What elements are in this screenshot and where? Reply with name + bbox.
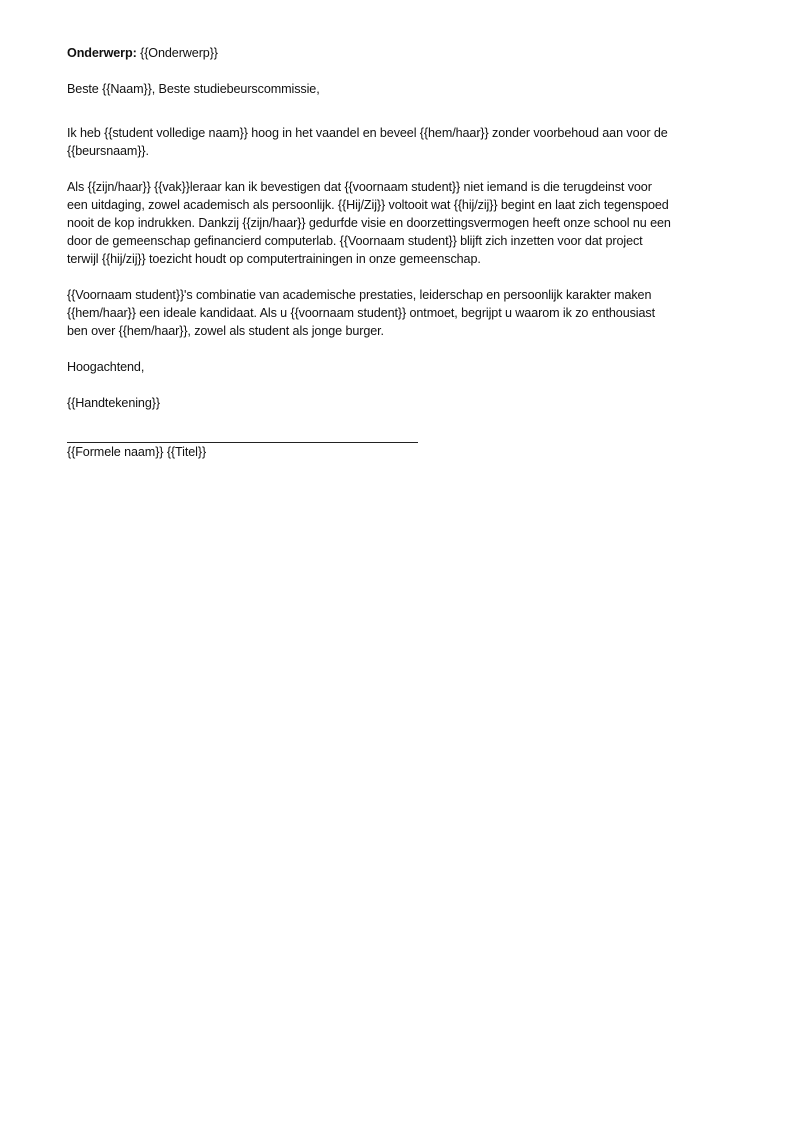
paragraph-line: ben over {{hem/haar}}, zowel als student als jonge burger. <box>67 324 384 338</box>
subject-line <box>67 44 732 62</box>
paragraph-3 <box>67 286 732 340</box>
paragraph-line: een uitdaging, zowel academisch als persoonlijk. {{Hij/Zij}} voltooit wat {{hij/zij}} begint en laat zich tegenspoed <box>67 198 669 212</box>
paragraph-line: {{Voornaam student}}'s combinatie van academische prestaties, leiderschap en persoonlijk karakter maken <box>67 288 652 302</box>
paragraph-1 <box>67 124 732 160</box>
paragraph-line: door de gemeenschap gefinancierd computerlab. {{Voornaam student}} blijft zich inzetten voor dat project <box>67 234 643 248</box>
name-title: {{Formele naam}} {{Titel}} <box>67 445 207 459</box>
subject-value: {{Onderwerp}} <box>136 46 218 60</box>
closing: Hoogachtend, <box>67 360 145 374</box>
paragraph-line: terwijl {{hij/zij}} toezicht houdt op computertrainingen in onze gemeenschap. <box>67 252 481 266</box>
salutation: Beste {{Naam}}, Beste studiebeurscommissie, <box>67 82 320 96</box>
paragraph-line: {{hem/haar}} een ideale kandidaat. Als u {{voornaam student}} ontmoet, begrijpt u waarom ik zo enthousiast <box>67 306 656 320</box>
paragraph-line: Ik heb {{student volledige naam}} hoog in het vaandel en beveel {{hem/haar}} zonder voorbehoud aan voor de <box>67 126 668 140</box>
paragraph-line: nooit de kop indrukken. Dankzij {{zijn/haar}} gedurfde visie en doorzettingsvermogen heeft onze school nu een <box>67 216 671 230</box>
paragraph-2 <box>67 178 732 268</box>
subject-label: Onderwerp: <box>67 46 137 60</box>
paragraph-line: {{beursnaam}}. <box>67 144 149 158</box>
letter-body <box>67 44 732 461</box>
signature-placeholder: {{Handtekening}} <box>67 396 160 410</box>
paragraph-line: Als {{zijn/haar}} {{vak}}leraar kan ik bevestigen dat {{voornaam student}} niet iemand is die terugdeinst voor <box>67 180 652 194</box>
